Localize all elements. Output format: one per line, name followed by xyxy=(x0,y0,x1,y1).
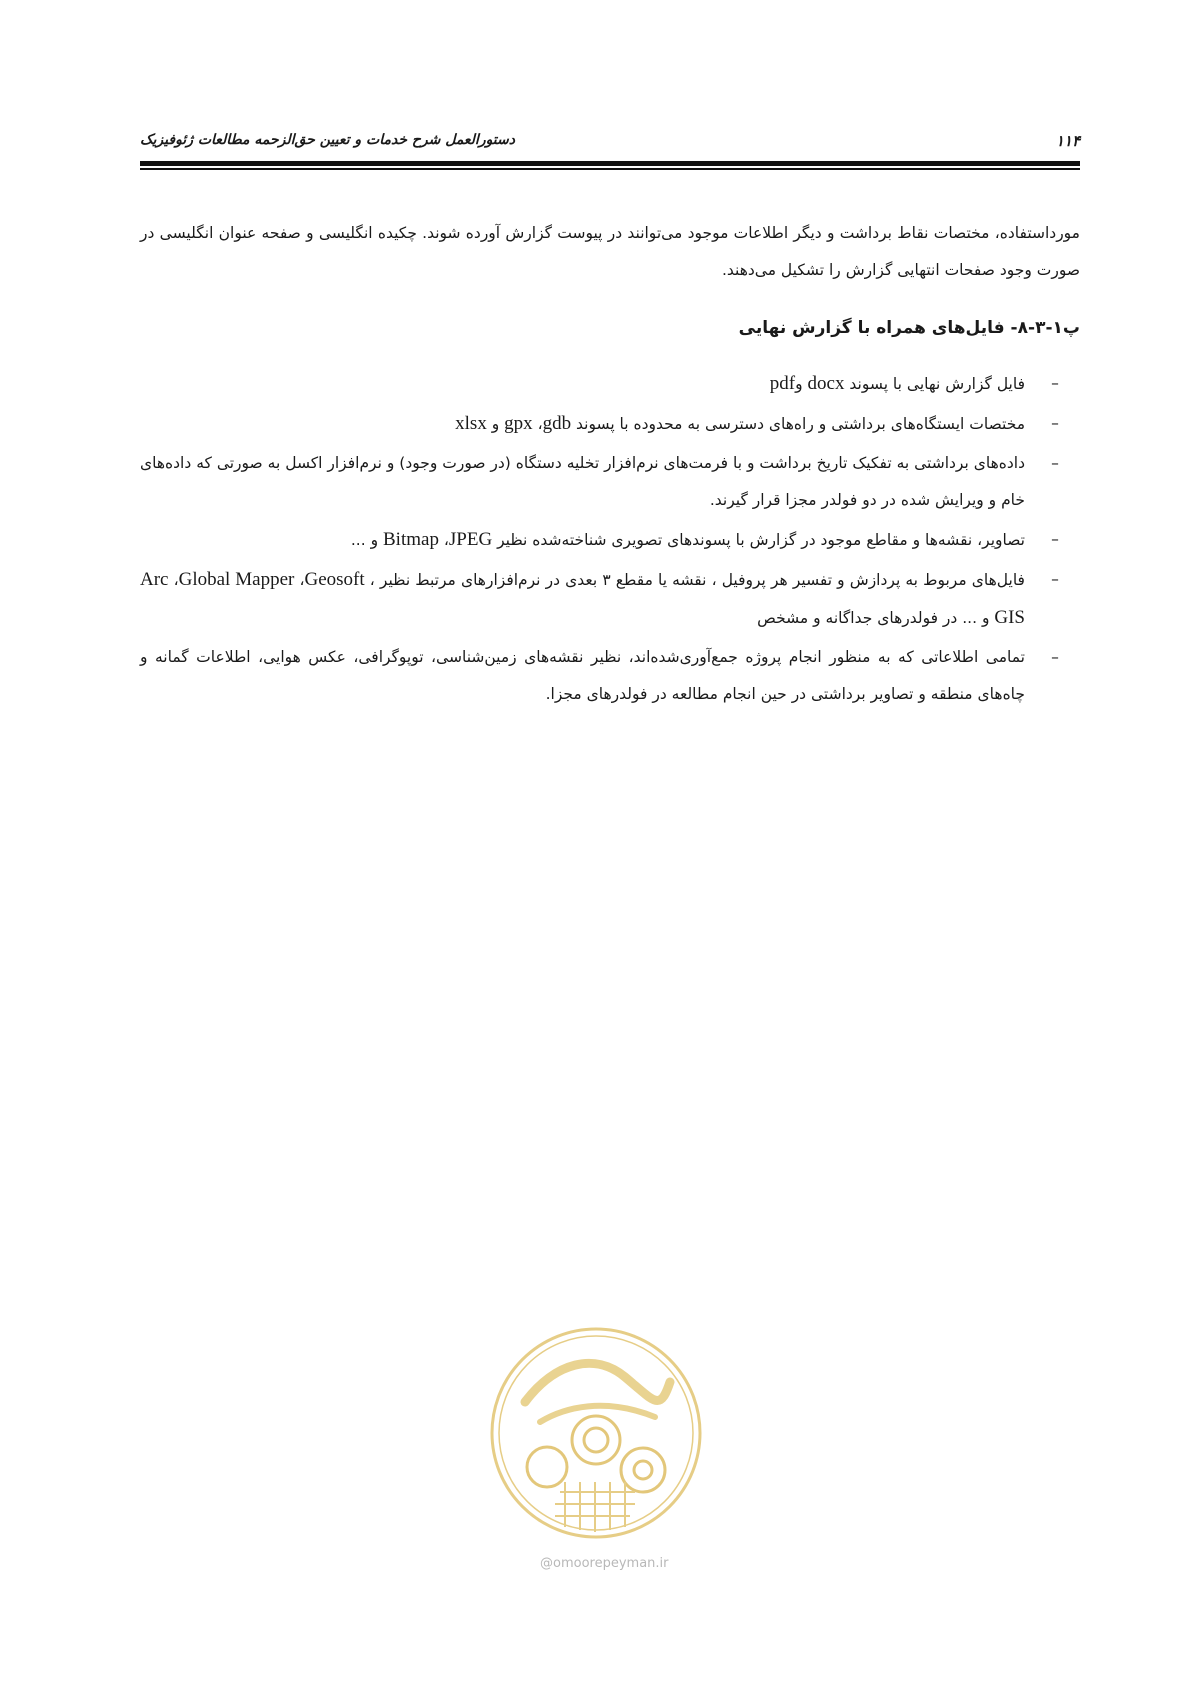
file-extension: Bitmap xyxy=(383,529,439,550)
list-item xyxy=(140,445,1080,519)
item-text: داده‌های برداشتی به تفکیک تاریخ برداشت و با فرمت‌های نرم‌افزار تخلیه دستگاه (در صورت وجود) و نرم‌افزار اکسل به صورتی که داده‌های خام و ویرایش شده در دو فولدر مجزا قرار گیرند. xyxy=(140,454,1025,509)
item-text: مختصات ایستگاه‌های برداشتی و راه‌های دسترسی به محدوده با پسوند xyxy=(571,415,1025,433)
file-extension: gpx xyxy=(504,413,533,434)
bullet-dash: – xyxy=(1051,530,1059,548)
list-item xyxy=(140,639,1080,713)
page-header xyxy=(140,128,1080,158)
item-text: ، xyxy=(438,531,449,549)
bullet-dash: – xyxy=(1051,414,1059,432)
item-text: تصاویر، نقشه‌ها و مقاطع موجود در گزارش با پسوندهای تصویری شناخته‌شده نظیر xyxy=(492,531,1025,549)
list-item xyxy=(140,521,1080,559)
file-extension: xlsx xyxy=(455,413,487,434)
watermark-url-text: omoorepeyman.ir xyxy=(553,1556,669,1571)
list-item xyxy=(140,561,1080,637)
item-text: تمامی اطلاعاتی که به منظور انجام پروژه جمع‌آوری‌شده‌اند، نظیر نقشه‌های زمین‌شناسی، توپوگرافی، عکس هوایی، اطلاعات گمانه و چاه‌های منطقه و تصاویر برداشتی در حین انجام مطالعه در فولدرهای مجزا. xyxy=(140,648,1025,703)
list-item xyxy=(140,405,1080,443)
bullet-dash: – xyxy=(1051,454,1059,472)
item-text: و ... در فولدرهای جداگانه و مشخص xyxy=(757,609,995,627)
header-rule-thick xyxy=(140,161,1080,166)
software-name: Arc GIS xyxy=(140,569,1025,628)
bullet-dash: – xyxy=(1051,374,1059,392)
item-text: و xyxy=(486,415,505,433)
item-text: و ... xyxy=(350,531,383,549)
bullet-dash: – xyxy=(1051,570,1059,588)
page-body xyxy=(140,215,1080,715)
item-text: فایل گزارش نهایی با پسوند xyxy=(844,375,1025,393)
list-item xyxy=(140,365,1080,403)
item-text: ، xyxy=(294,571,305,589)
software-name: Global Mapper xyxy=(178,569,295,590)
publisher-seal-watermark xyxy=(485,1322,707,1544)
page-number: ۱۱۴ xyxy=(1055,132,1080,150)
file-extension: JPEG xyxy=(448,529,493,550)
item-text: و xyxy=(795,375,808,393)
file-extension: docx xyxy=(807,373,845,394)
software-name: Geosoft xyxy=(304,569,365,590)
watermark-url xyxy=(540,1556,669,1571)
header-rule-thin xyxy=(140,168,1080,170)
attachments-list xyxy=(140,365,1080,713)
section-heading: پ۱-۳-۸- فایل‌های همراه با گزارش نهایی xyxy=(738,318,1080,338)
item-text: ، xyxy=(168,571,179,589)
running-title: دستورالعمل شرح خدمات و تعیین حق‌الزحمه مطالعات ژئوفیزیک xyxy=(140,132,515,148)
intro-paragraph: مورداستفاده، مختصات نقاط برداشت و دیگر اطلاعات موجود می‌توانند در پیوست گزارش آورده شوند. چکیده انگلیسی و صفحه عنوان انگلیسی در صورت وجود صفحات انتهایی گزارش را تشکیل می‌دهند. xyxy=(140,224,1080,279)
item-text: فایل‌های مربوط به پردازش و تفسیر هر پروفیل ، نقشه یا مقطع ۳ بعدی در نرم‌افزارهای مرتبط نظیر ، xyxy=(364,571,1025,589)
file-extension: pdf xyxy=(769,373,796,394)
at-sign-icon: @ xyxy=(540,1556,553,1571)
file-extension: gdb xyxy=(542,413,572,434)
bullet-dash: – xyxy=(1051,648,1059,666)
item-text: ، xyxy=(532,415,543,433)
